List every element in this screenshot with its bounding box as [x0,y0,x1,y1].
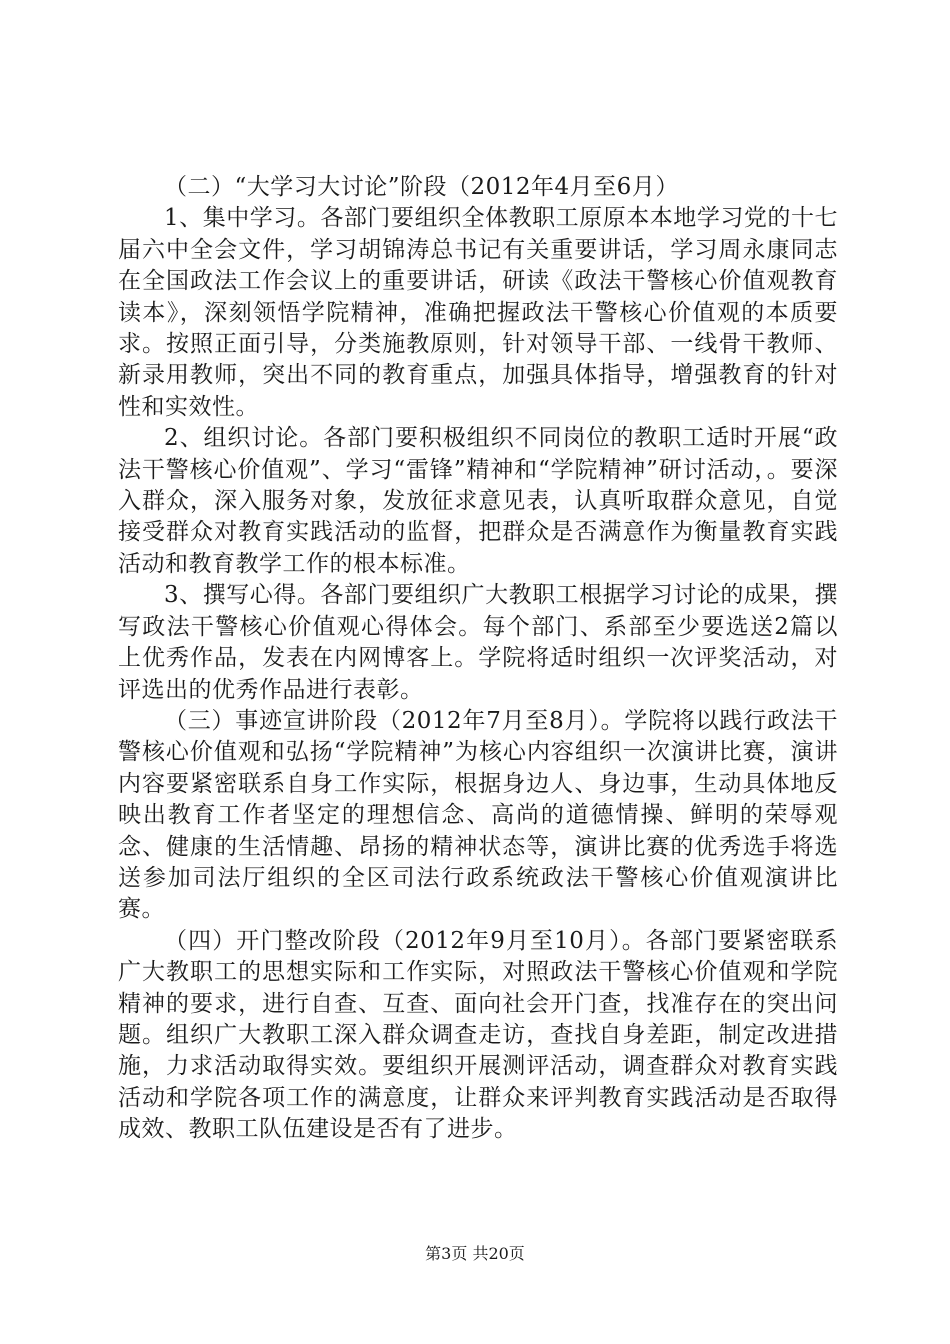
paragraph-concentrated-study: 1、集中学习。各部门要组织全体教职工原原本本地学习党的十七届六中全会文件，学习胡锦涛总书记有关重要讲话，学习周永康同志在全国政法工作会议上的重要讲话，研读《政法干警核心价值观教育读本》，深刻领悟学院精神，准确把握政法干警核心价值观的本质要求。按照正面引导，分类施教原则，针对领导干部、一线骨干教师、新录用教师，突出不同的教育重点，加强具体指导，增强教育的针对性和实效性。 [118,205,838,420]
page-number-footer: 第3页 共20页 [425,1244,525,1263]
paragraph-write-reflections: 3、撰写心得。各部门要组织广大教职工根据学习讨论的成果，撰写政法干警核心价值观心得体会。每个部门、系部至少要选送2篇以上优秀作品，发表在内网博客上。学院将适时组织一次评奖活动，对评选出的优秀作品进行表彰。 [118,582,838,703]
paragraph-organize-discussion: 2、组织讨论。各部门要积极组织不同岗位的教职工适时开展“政法干警核心价值观”、学习“雷锋”精神和“学院精神”研讨活动，。要深入群众，深入服务对象，发放征求意见表，认真听取群众意见，自觉接受群众对教育实践活动的监督，把群众是否满意作为衡量教育实践活动和教育教学工作的根本标准。 [118,425,838,577]
section-heading-2: （二）“大学习大讨论”阶段（2012年4月至6月） [164,174,679,200]
paragraph-stage-three: （三）事迹宣讲阶段（2012年7月至8月）。学院将以践行政法干警核心价值观和弘扬“学院精神”为核心内容组织一次演讲比赛，演讲内容要紧密联系自身工作实际，根据身边人、身边事，生动具体地反映出教育工作者坚定的理想信念、高尚的道德情操、鲜明的荣辱观念、健康的生活情趣、昂扬的精神状态等，演讲比赛的优秀选手将选送参加司法厅组织的全区司法行政系统政法干警核心价值观演讲比赛。 [118,707,838,923]
paragraph-stage-four: （四）开门整改阶段（2012年9月至10月）。各部门要紧密联系广大教职工的思想实际和工作实际，对照政法干警核心价值观和学院精神的要求，进行自查、互查、面向社会开门查，找准存在的突出问题。组织广大教职工深入群众调查走访，查找自身差距，制定改进措施，力求活动取得实效。要组织开展测评活动，调查群众对教育实践活动和学院各项工作的满意度，让群众来评判教育实践活动是否取得成效、教职工队伍建设是否有了进步。 [118,927,838,1143]
document-body [118,172,838,1146]
